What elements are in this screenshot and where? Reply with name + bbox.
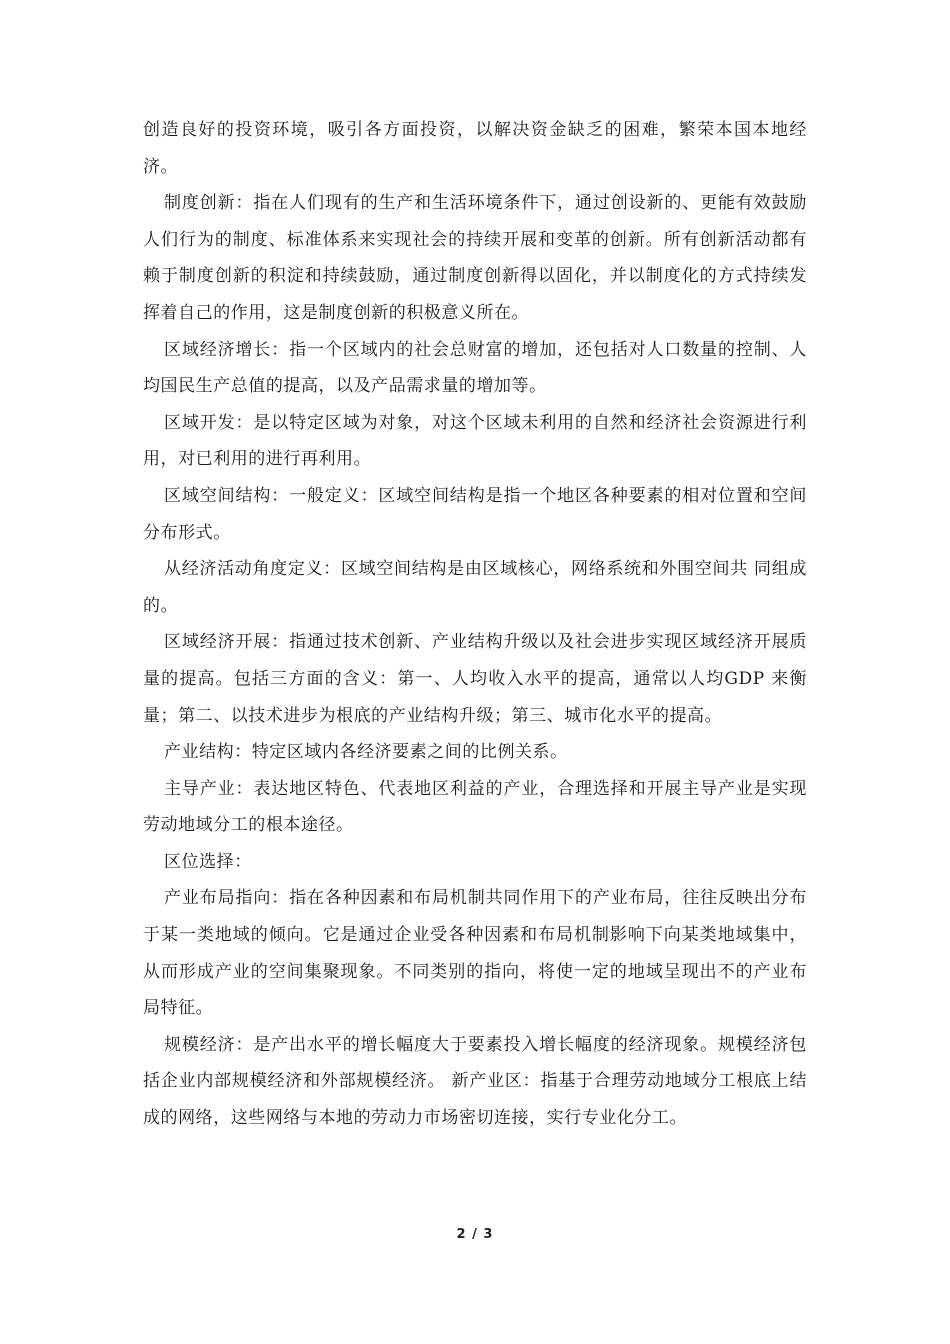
paragraph-investment-environment: 创造良好的投资环境，吸引各方面投资，以解决资金缺乏的困难，繁荣本国本地经济。	[143, 120, 807, 177]
paragraph-institutional-innovation: 制度创新：指在人们现有的生产和生活环境条件下，通过创设新的、更能有效鼓励人们行为的制度、标准体系来实现社会的持续开展和变革的创新。所有创新活动都有赖于制度创新的积淀和持续鼓励，通过制度创新得以固化，并以制度化的方式持续发挥着自己的作用，这是制度创新的积极意义所在。	[143, 193, 807, 323]
paragraph-regional-economic-growth: 区域经济增长：指一个区域内的社会总财富的增加，还包括对人口数量的控制、人均国民生产总值的提高，以及产品需求量的增加等。	[143, 339, 807, 397]
paragraph-economic-activity-definition: 从经济活动角度定义：区域空间结构是由区域核心，网络系统和外围空间共 同组成的。	[143, 559, 807, 616]
paragraph-industrial-structure: 产业结构：特定区域内各经济要素之间的比例关系。	[164, 742, 568, 763]
page-number: 2 / 3	[456, 1227, 494, 1242]
paragraph-industrial-layout-orientation: 产业布局指向：指在各种因素和布局机制共同作用下的产业布局，往往反映出分布于某一类地域的倾向。它是通过企业受各种因素和布局机制影响下向某类地域集中，从而形成产业的空间集聚现象。不同类别的指向，将使一定的地域呈现出不的产业布局特征。	[143, 888, 807, 1019]
paragraph-economies-of-scale: 规模经济：是产出水平的增长幅度大于要素投入增长幅度的经济现象。规模经济包括企业内部规模经济和外部规模经济。 新产业区：指基于合理劳动地域分工根底上结成的网络，这些网络与本地的劳动力市场密切连接，实行专业化分工。	[143, 1034, 807, 1129]
page-body	[143, 112, 807, 1137]
paragraph-leading-industry: 主导产业：表达地区特色、代表地区利益的产业，合理选择和开展主导产业是实现劳动地域分工的根本途径。	[143, 778, 807, 836]
paragraph-regional-development: 区域开发：是以特定区域为对象，对这个区域未利用的自然和经济社会资源进行利用，对已利用的进行再利用。	[143, 412, 807, 470]
paragraph-regional-economic-development: 区域经济开展：指通过技术创新、产业结构升级以及社会进步实现区域经济开展质量的提高。包括三方面的含义：第一、人均收入水平的提高，通常以人均GDP 来衡量；第二、以技术进步为根底的产业结构升级；第三、城市化水平的提高。	[143, 632, 807, 726]
paragraph-regional-spatial-structure: 区域空间结构：一般定义：区域空间结构是指一个地区各种要素的相对位置和空间分布形式。	[143, 485, 807, 543]
paragraph-location-choice: 区位选择：	[164, 851, 252, 872]
